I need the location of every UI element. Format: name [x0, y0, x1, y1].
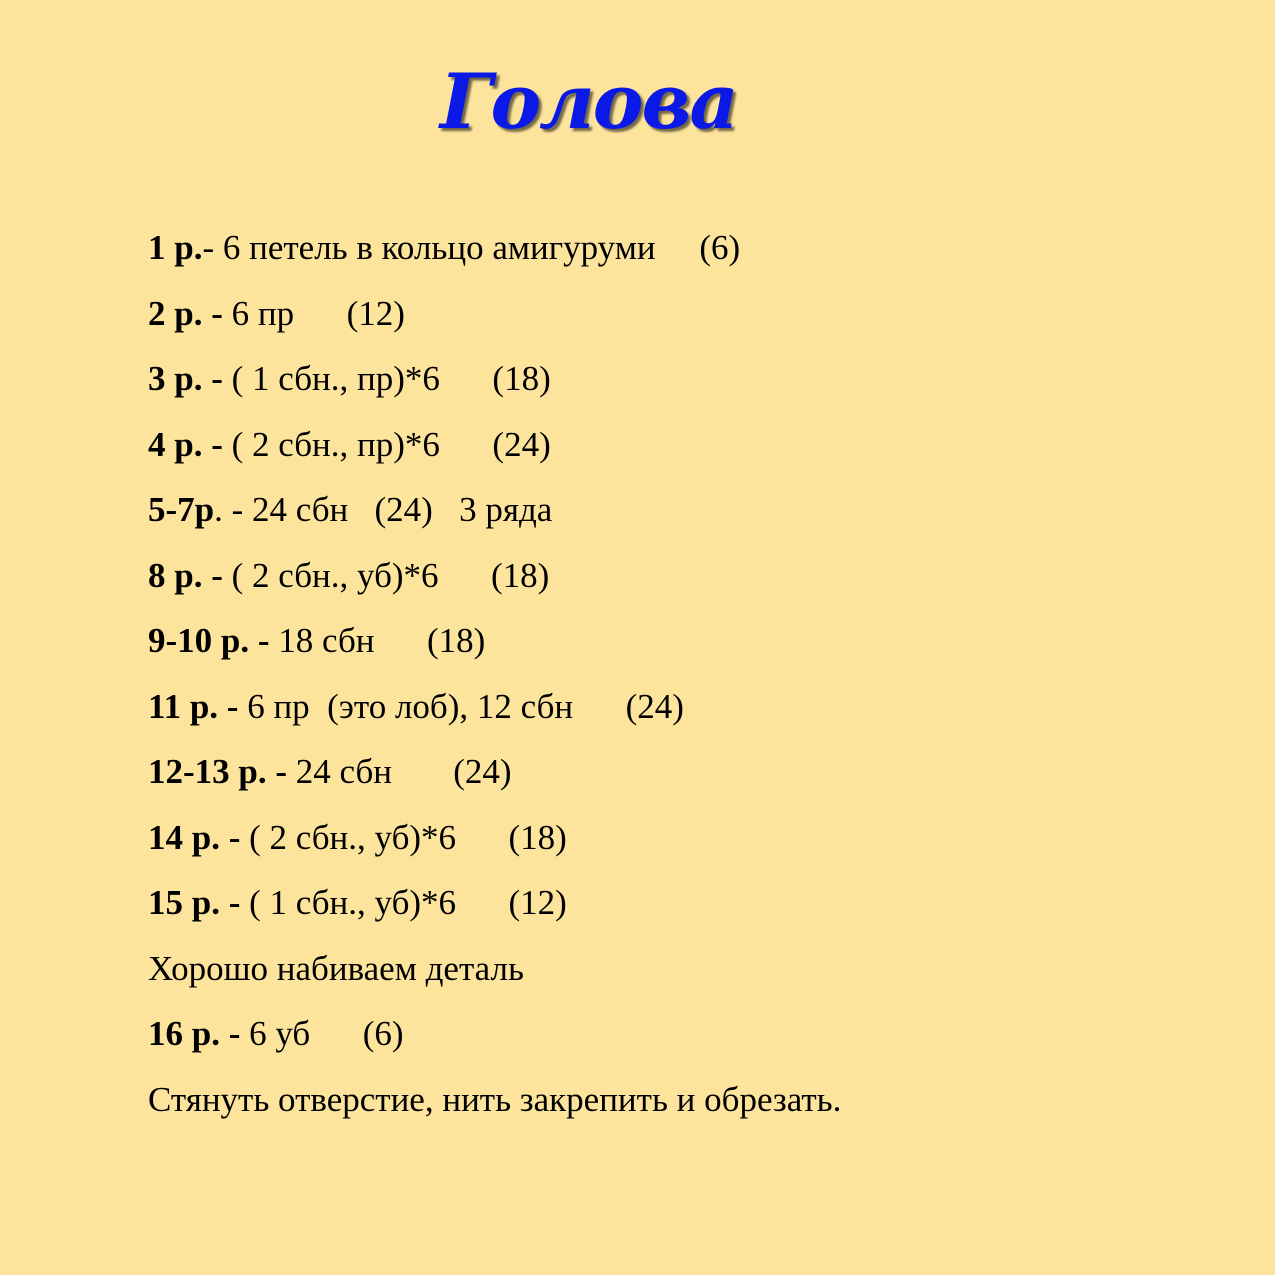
pattern-rows: [148, 225, 1148, 1142]
pattern-row-7: [148, 618, 1148, 684]
page-title: Голова: [440, 57, 737, 146]
row-label: 3 р. -: [148, 359, 223, 398]
row-text: ( 2 сбн., пр)*6 (24): [222, 424, 551, 464]
pattern-row-9: [148, 749, 1148, 815]
row-text: Стянуть отверстие, нить закрепить и обрезать.: [148, 1079, 842, 1119]
pattern-row-8: [148, 684, 1148, 750]
row-text: 6 пр (12): [222, 293, 405, 333]
row-label: 1 р.: [148, 228, 203, 267]
row-label: 15 р. -: [148, 883, 241, 922]
pattern-row-1: [148, 225, 1148, 291]
row-text: 6 уб (6): [240, 1014, 404, 1053]
pattern-row-2: [148, 291, 1148, 357]
row-text: 24 сбн (24): [287, 752, 512, 791]
row-text: 18 сбн (18): [269, 621, 486, 660]
row-text: 6 пр (это лоб), 12 сбн (24): [238, 686, 684, 726]
row-text: . - 24 сбн (24) 3 ряда: [214, 490, 553, 529]
row-text: - 6 петель в кольцо амигуруми (6): [202, 228, 741, 267]
row-label: 2 р. -: [148, 293, 223, 333]
row-text: ( 1 сбн., уб)*6 (12): [240, 883, 567, 922]
pattern-note-stuffing: [148, 946, 1148, 1012]
row-label: 5-7р: [148, 490, 215, 529]
row-text: ( 1 сбн., пр)*6 (18): [222, 359, 551, 398]
pattern-row-3: [148, 356, 1148, 422]
pattern-note-finish: [148, 1077, 1148, 1143]
row-label: 14 р. -: [148, 817, 241, 857]
row-text: Хорошо набиваем деталь: [148, 948, 524, 988]
row-label: 12-13 р. -: [148, 752, 288, 791]
row-text: ( 2 сбн., уб)*6 (18): [222, 555, 550, 595]
row-label: 4 р. -: [148, 424, 223, 464]
pattern-row-16: [148, 1011, 1148, 1077]
pattern-row-10: [148, 815, 1148, 881]
pattern-row-11: [148, 880, 1148, 946]
row-label: 9-10 р. -: [148, 621, 270, 660]
row-label: 8 р. -: [148, 555, 223, 595]
row-label: 11 р. -: [148, 686, 239, 726]
pattern-row-5: [148, 487, 1148, 553]
pattern-row-6: [148, 553, 1148, 619]
pattern-row-4: [148, 422, 1148, 488]
row-text: ( 2 сбн., уб)*6 (18): [240, 817, 567, 857]
row-label: 16 р. -: [148, 1014, 241, 1053]
